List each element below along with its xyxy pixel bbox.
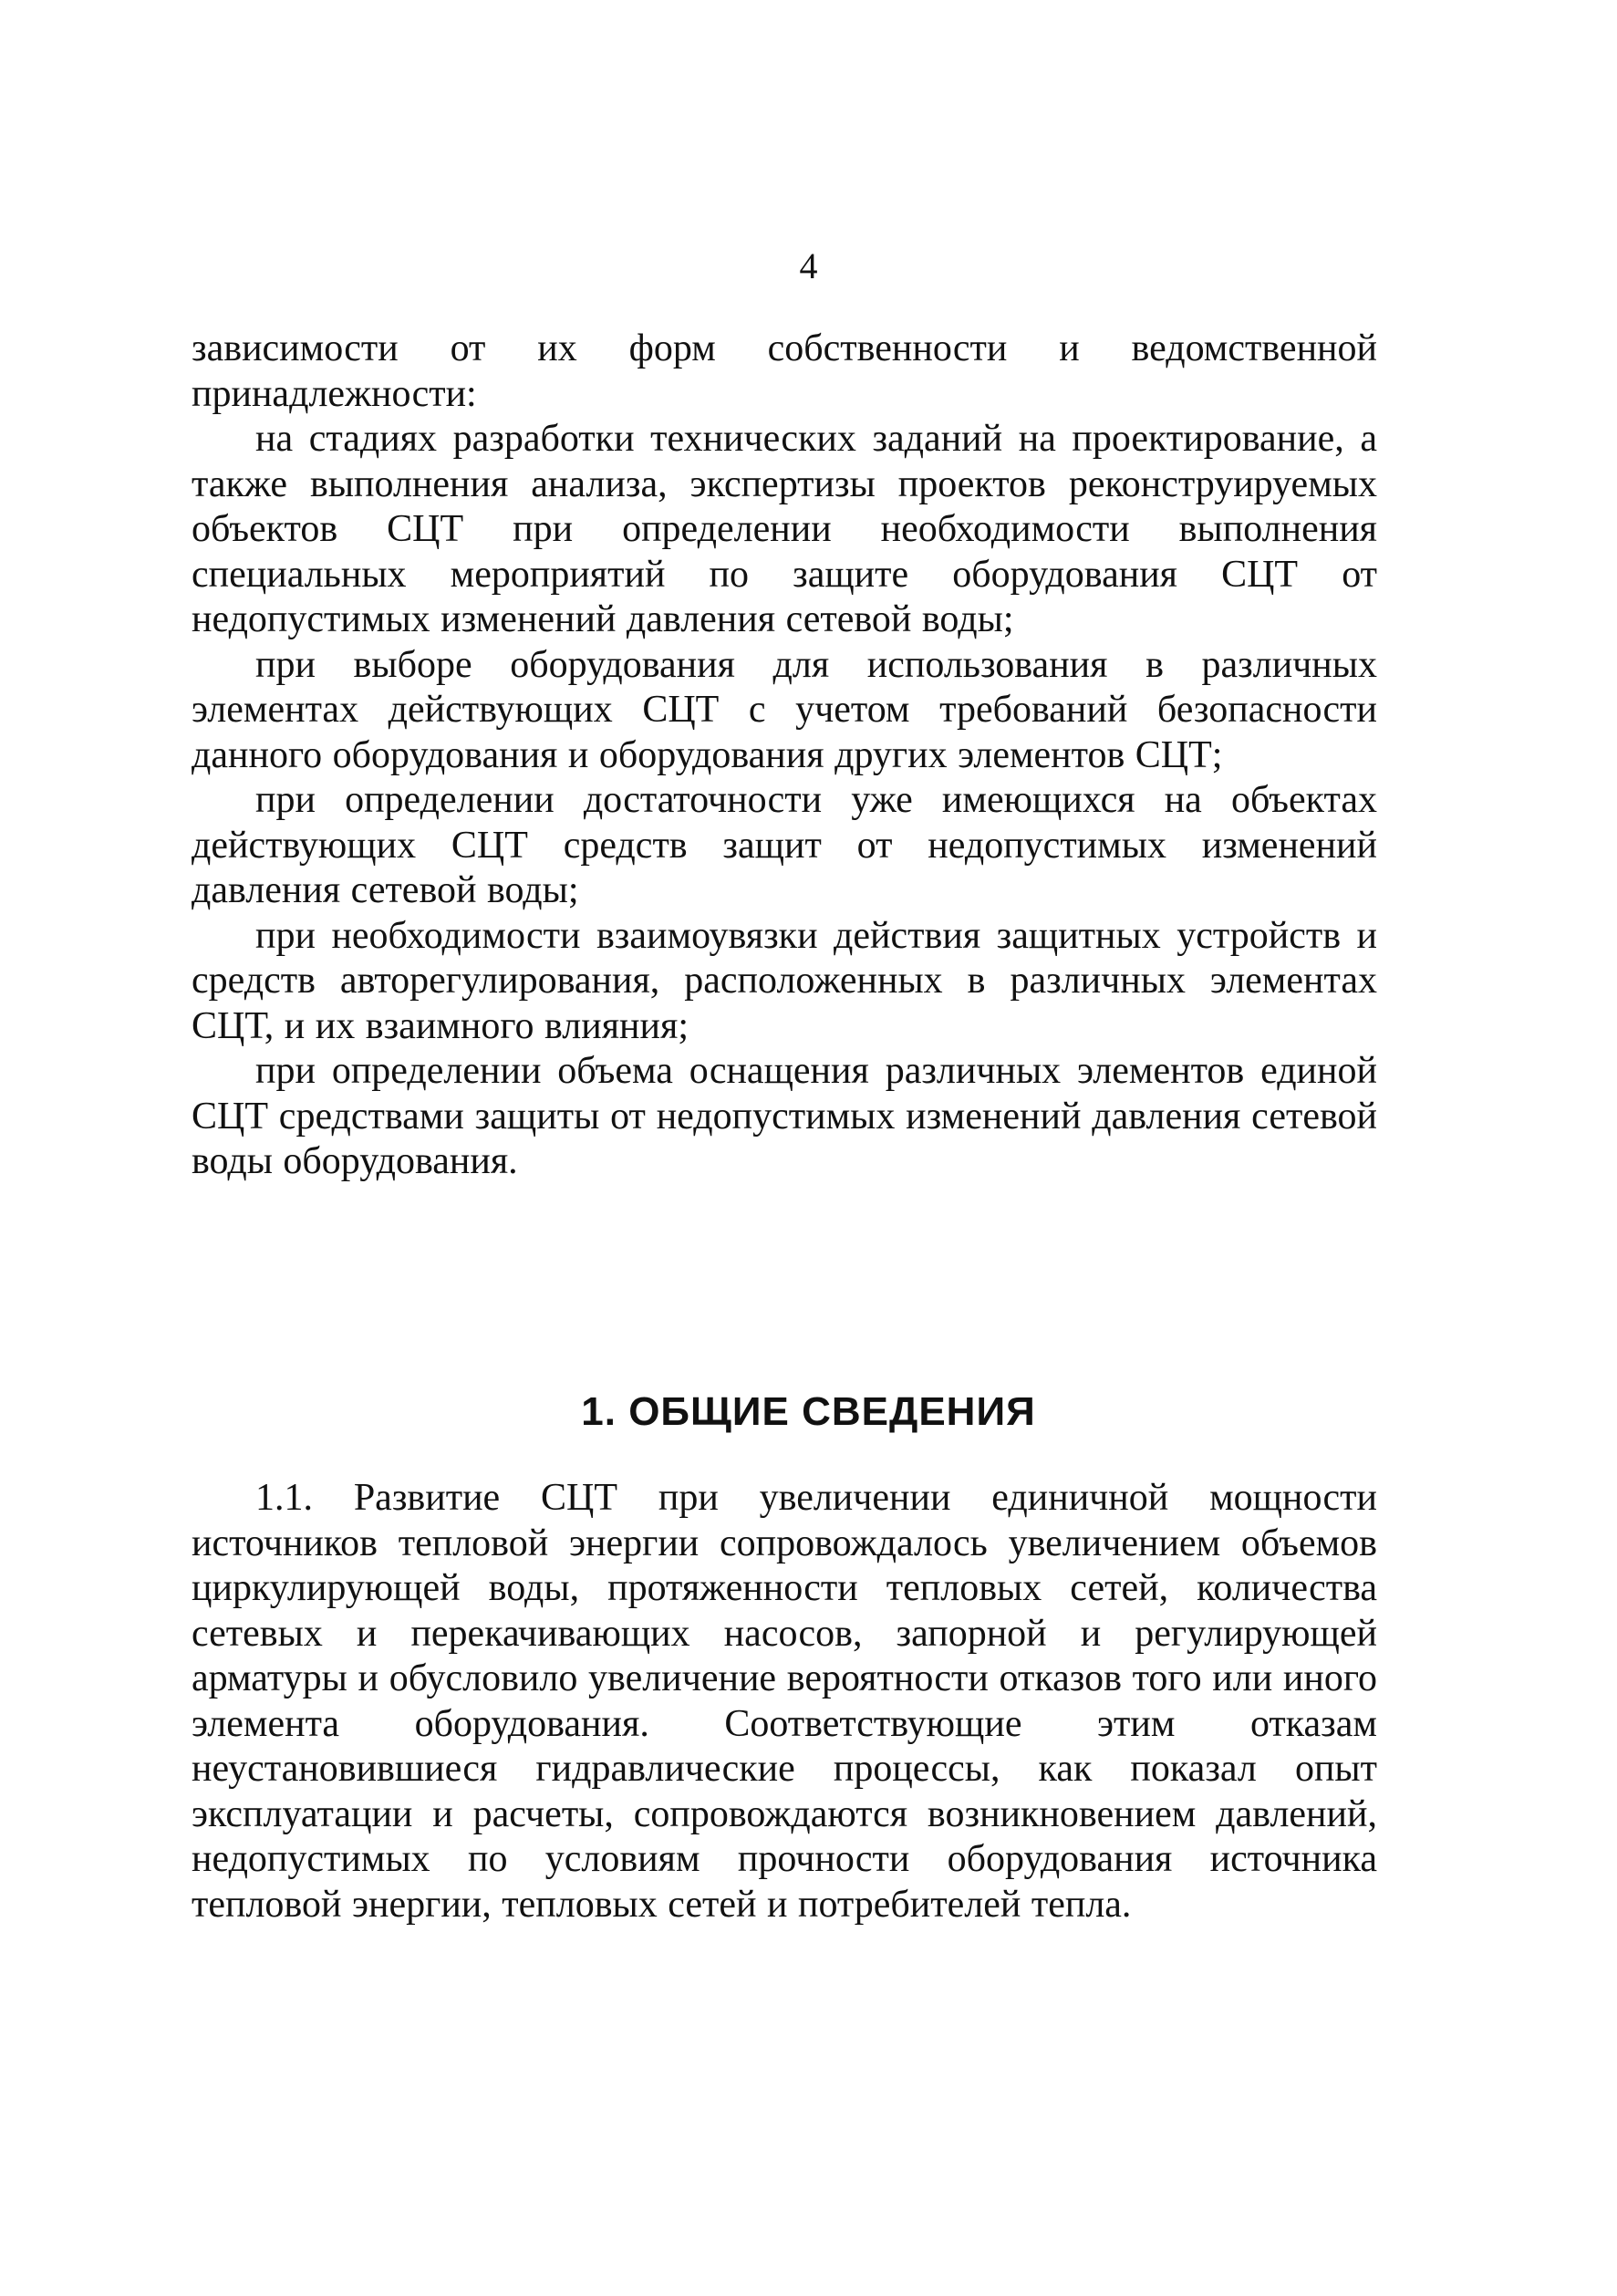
intro-paragraph-protection-sufficiency: при определении достаточности уже имеющихся на объектах действующих СЦТ средств защит от недопустимых изменений давления сетевой воды; <box>192 779 1377 911</box>
intro-paragraph-equipment-selection: при выборе оборудования для использования в различных элементах действующих СЦТ с учетом требований безопасности данного оборудования и оборудования других элементов СЦТ; <box>192 643 1377 776</box>
intro-paragraph-equipping-scope: при определении объема оснащения различных элементов единой СЦТ средствами защиты от недопустимых изменений давления сетевой воды оборудования. <box>192 1050 1377 1182</box>
section-heading: 1. ОБЩИЕ СВЕДЕНИЯ <box>581 1389 1036 1434</box>
section-paragraph-1-1: 1.1. Развитие СЦТ при увеличении единичной мощности источников тепловой энергии сопровождалось увеличением объемов циркулирующей воды, протяженности тепловых сетей, количества сетевых и перекачивающих насосов, запорной и регулирующей арматуры и обусловило увеличение вероятности отказов того или иного элемента оборудования. Соответствующие этим отказам неустановившиеся гидравлические процессы, как показал опыт эксплуатации и расчеты, сопровождаются возникновением давлений, недопустимых по условиям прочности оборудования источника тепловой энергии, тепловых сетей и потребителей тепла. <box>192 1477 1377 1926</box>
page-number: 4 <box>799 245 818 286</box>
intro-text <box>192 327 1377 1185</box>
intro-paragraph-design-stage: на стадиях разработки технических заданий на проектирование, а также выполнения анализа, экспертизы проектов реконструируемых объектов СЦТ при определении необходимости выполнения специальных мероприятий по защите оборудования СЦТ от недопустимых изменений давления сетевой воды; <box>192 418 1377 640</box>
intro-paragraph-continuation: зависимости от их форм собственности и ведомственной принадлежности: <box>192 327 1377 415</box>
intro-paragraph-device-coordination: при необходимости взаимоувязки действия защитных устройств и средств авторегулирования, расположенных в различных элементах СЦТ, и их взаимного влияния; <box>192 914 1377 1047</box>
section-text <box>192 1476 1377 1927</box>
